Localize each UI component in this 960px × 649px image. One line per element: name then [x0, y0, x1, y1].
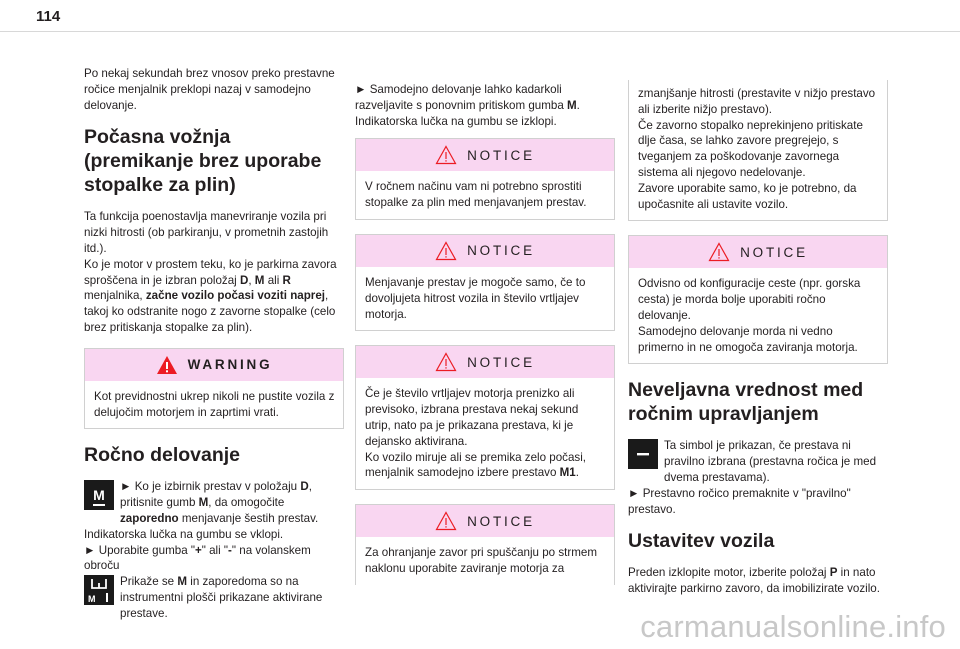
notice-box-1	[355, 138, 615, 220]
notice-triangle-icon	[435, 145, 457, 165]
page-number: 114	[36, 8, 61, 25]
intro-paragraph: Po nekaj sekundah brez vnosov preko prestavne ročice menjalnik preklopi nazaj v samodejno delovanje.	[84, 67, 335, 112]
lamp-off-paragraph: Indikatorska lučka na gumbu se izklopi.	[355, 114, 557, 128]
stop-paragraph: Preden izklopite motor, izberite položaj P in nato aktivirajte parkirno zavoro, da imobilizirate vozilo.	[628, 566, 880, 596]
manual-paragraph-1: M ► Ko je izbirnik prestav v položaju D, pritisnite gumb M, da omogočite zaporedno menjavanje šestih prestav.	[84, 479, 344, 526]
manual-mode-button-icon	[84, 480, 114, 510]
invalid-gear-icon	[628, 439, 658, 469]
notice-text-2: Menjavanje prestav je mogoče samo, če to dovoljujeta hitrost vozila in število vrtljajev motorja.	[365, 275, 586, 321]
heading-creep: Počasna vožnja (premikanje brez uporabe stopalke za plin)	[84, 126, 322, 197]
notice-triangle-icon	[708, 242, 730, 262]
notice-label: NOTICE	[467, 147, 535, 163]
notice-text-1: V ročnem načinu vam ni potrebno sprostiti stopalke za plin med menjavanjem prestav.	[365, 180, 587, 210]
auto-return-paragraph: ► Samodejno delovanje lahko kadarkoli razveljavite s ponovnim pritiskom gumba M.	[355, 83, 580, 112]
notice-text-4: Za ohranjanje zavor pri spuščanju po strmem naklonu uporabite zaviranje motorja za	[365, 546, 597, 575]
notice-label: NOTICE	[467, 513, 535, 529]
creep-paragraph-1: Ta funkcija poenostavlja manevriranje vozila pri nizki hitrosti (ob parkiranju, v prometnih zastojih itd.).	[84, 210, 329, 255]
warning-text: Kot previdnostni ukrep nikoli ne pustite vozila z delujočim motorjem in zaprtimi vrati.	[94, 389, 335, 419]
gear-indicator-display-icon	[84, 575, 114, 605]
svg-text:M: M	[88, 594, 96, 605]
warning-box	[84, 348, 344, 430]
column-2	[355, 82, 615, 599]
notice-label: NOTICE	[467, 354, 535, 370]
notice-triangle-icon	[435, 511, 457, 531]
notice-header	[356, 235, 614, 267]
notice-text-5: Odvisno od konfiguracije ceste (npr. gorska cesta) je morda bolje uporabiti ročno delovanje. Samodejno delovanje morda ni vedno primerno in ne omogoča zaviranja motorja.	[638, 277, 861, 354]
notice-label: NOTICE	[740, 244, 808, 260]
warning-triangle-icon	[156, 355, 178, 375]
notice-continued-text: zmanjšanje hitrosti (prestavite v nižjo prestavo ali izberite nižjo prestavo). Če zavorno stopalko neprekinjeno pritiskate dlje časa, se lahko zavore pregrejejo, s tveganjem za poškodovanje zavornega sistema ali njegovo nedelovanje. Zavore uporabite samo, ko je potrebno, da upočasnite ali ustavite vozilo.	[638, 87, 876, 211]
heading-invalid: Neveljavna vrednost med ročnim upravljanjem	[628, 379, 864, 426]
svg-text:M: M	[93, 487, 105, 504]
warning-header	[85, 349, 343, 381]
header-divider	[0, 31, 960, 32]
creep-paragraph-2: Ko je motor v prostem teku, ko je parkirna zavora sproščena in je izbran položaj D, M ali R menjalnika, začne vozilo počasi voziti naprej, takoj ko odstranite nogo z zavorne stopalke (celo brez pritiskanja stopalke za plin).	[84, 257, 337, 334]
notice-header	[356, 346, 614, 378]
notice-header	[629, 236, 887, 268]
notice-label: NOTICE	[467, 243, 535, 259]
notice-box-continued	[628, 80, 888, 221]
manual-paragraph-4: M Prikaže se M in zaporedoma so na instrumentni plošči prikazane aktivirane prestave.	[84, 574, 344, 621]
invalid-paragraph-2: ► Prestavno ročico premaknite v "pravilno" prestavo.	[628, 486, 851, 516]
notice-box-2	[355, 234, 615, 331]
notice-triangle-icon	[435, 352, 457, 372]
heading-stop: Ustavitev vozila	[628, 530, 775, 553]
notice-header	[356, 505, 614, 537]
warning-label: WARNING	[187, 357, 273, 373]
notice-triangle-icon	[435, 241, 457, 261]
manual-paragraph-3: ► Uporabite gumba "+" ali "-" na volanskem obroču	[84, 543, 311, 573]
notice-header	[356, 139, 614, 171]
heading-manual: Ročno delovanje	[84, 444, 241, 467]
notice-box-4	[355, 504, 615, 585]
notice-text-3: Če je število vrtljajev motorja prenizko ali previsoko, izbrana prestava nekaj sekund utrip, nato pa je prikazana prestava, ki je dejansko aktivirana. Ko vozilo miruje ali se premika zelo počasi, menjalnik samodejno izbere prestavo M1.	[365, 387, 587, 480]
watermark: carmanualsonline.info	[640, 609, 946, 644]
column-1	[84, 66, 344, 622]
invalid-paragraph-1: Ta simbol je prikazan, če prestava ni pravilno izbrana (prestavna ročica je med dvema prestavama).	[628, 438, 888, 485]
notice-box-3	[355, 345, 615, 490]
column-3	[628, 80, 888, 597]
notice-box-5	[628, 235, 888, 364]
manual-paragraph-2: Indikatorska lučka na gumbu se vklopi.	[84, 527, 284, 541]
